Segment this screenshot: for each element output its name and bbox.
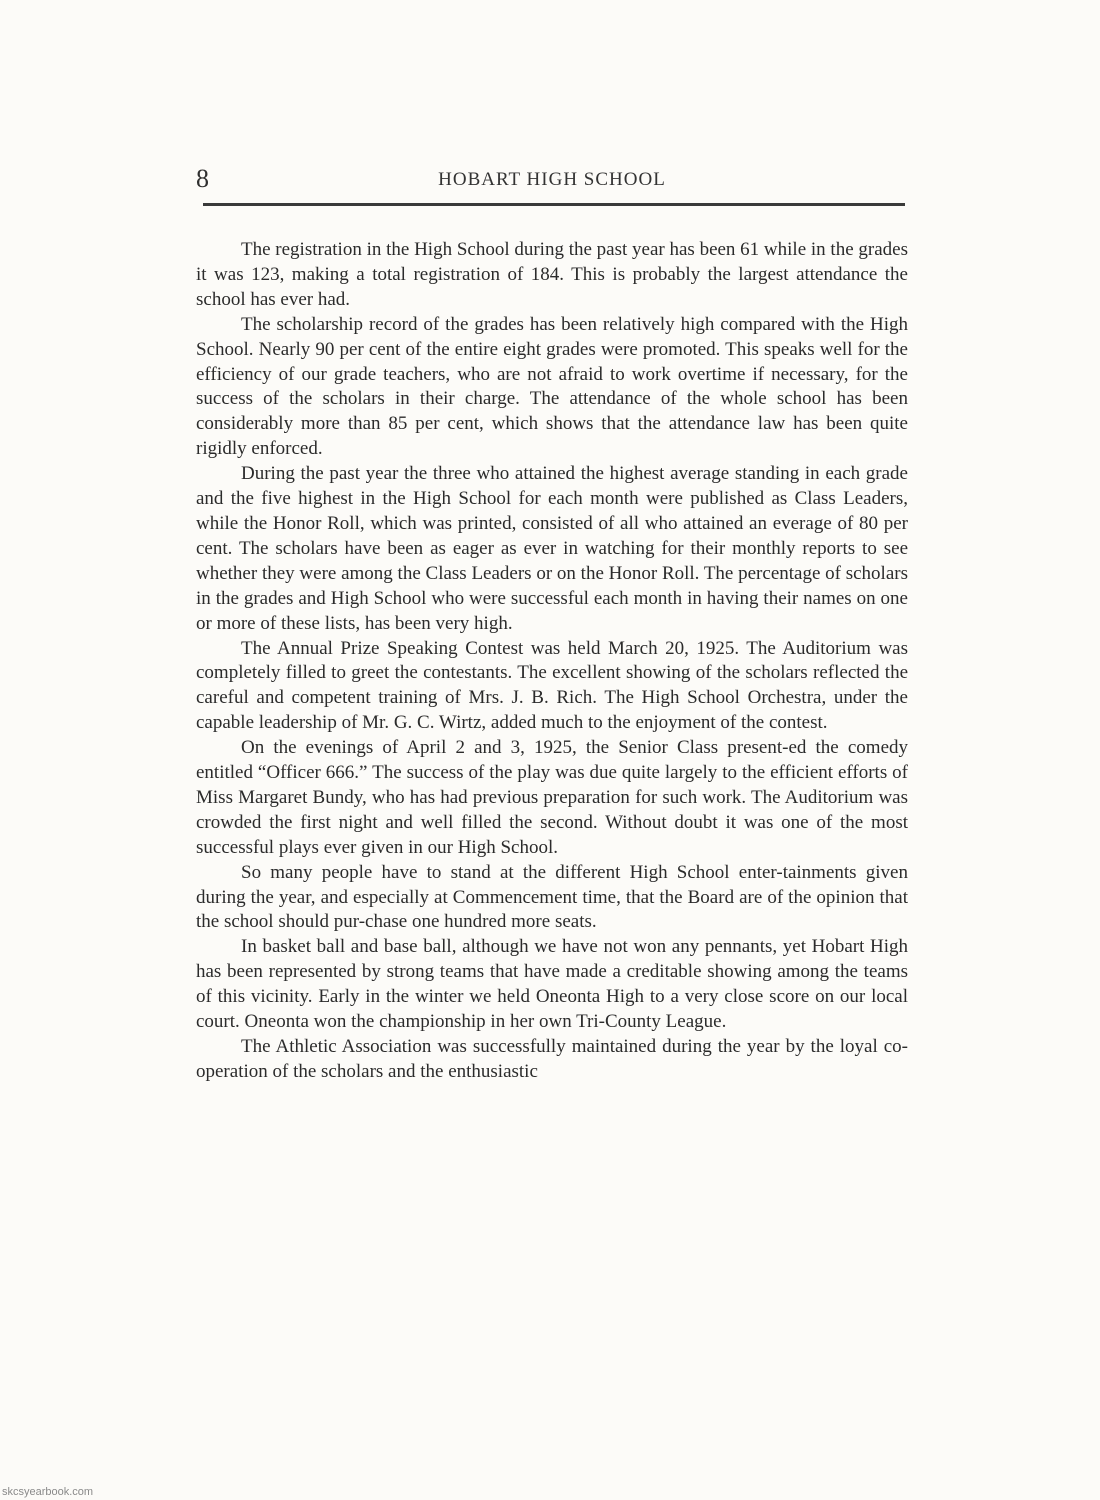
page-number: 8	[196, 164, 209, 193]
paragraph-scholarship: The scholarship record of the grades has been relatively high compared with the High School. Nearly 90 per cent of the entire eight grades were promoted. This speaks well for the efficiency of our grade teachers, who are not afraid to work overtime if necessary, for the success of the scholars in their charge. The attendance of the whole school has been considerably more than 85 per cent, which shows that the attendance law has been quite rigidly enforced.	[196, 313, 908, 460]
site-watermark: skcsyearbook.com	[2, 1486, 94, 1498]
paragraph-class-leaders: During the past year the three who attained the highest average standing in each grade and the five highest in the High School for each month were published as Class Leaders, while the Honor Roll, which was printed, consisted of all who attained an everage of 80 per cent. The scholars have been as eager as ever in watching for their monthly reports to see whether they were among the Class Leaders or on the Honor Roll. The percentage of scholars in the grades and High School who were successful each month in having their names on one or more of these lists, has been very high.	[196, 463, 908, 634]
paragraph-senior-play: On the evenings of April 2 and 3, 1925, the Senior Class present-ed the comedy entitled “Officer 666.” The success of the play was due quite largely to the efficient efforts of Miss Margaret Bundy, who has had previous preparation for such work. The Auditorium was crowded the first night and well filled the second. Without doubt it was one of the most successful plays ever given in our High School.	[196, 737, 908, 858]
paragraph-athletics: In basket ball and base ball, although we have not won any pennants, yet Hobart High has been represented by strong teams that have made a creditable showing among the teams of this vicinity. Early in the winter we held Oneonta High to a very close score on our local court. Oneonta won the championship in her own Tri-County League.	[196, 936, 908, 1033]
paragraph-athletic-association: The Athletic Association was successfully maintained during the year by the loyal co-operation of the scholars and the enthusiastic	[196, 1036, 908, 1082]
paragraph-registration: The registration in the High School during the past year has been 61 while in the grades it was 123, making a total registration of 184. This is probably the largest attendance the school has ever had.	[196, 239, 908, 310]
page-header	[196, 163, 908, 195]
paragraph-prize-speaking: The Annual Prize Speaking Contest was held March 20, 1925. The Auditorium was completely filled to greet the contestants. The excellent showing of the scholars reflected the careful and competent training of Mrs. J. B. Rich. The High School Orchestra, under the capable leadership of Mr. G. C. Wirtz, added much to the enjoyment of the contest.	[196, 637, 908, 734]
body-text	[196, 238, 908, 1085]
running-head: HOBART HIGH SCHOOL	[438, 169, 666, 190]
paragraph-seating: So many people have to stand at the different High School enter-tainments given during the year, and especially at Commencement time, that the Board are of the opinion that the school should pur-chase one hundred more seats.	[196, 861, 908, 933]
header-rule	[203, 203, 905, 206]
